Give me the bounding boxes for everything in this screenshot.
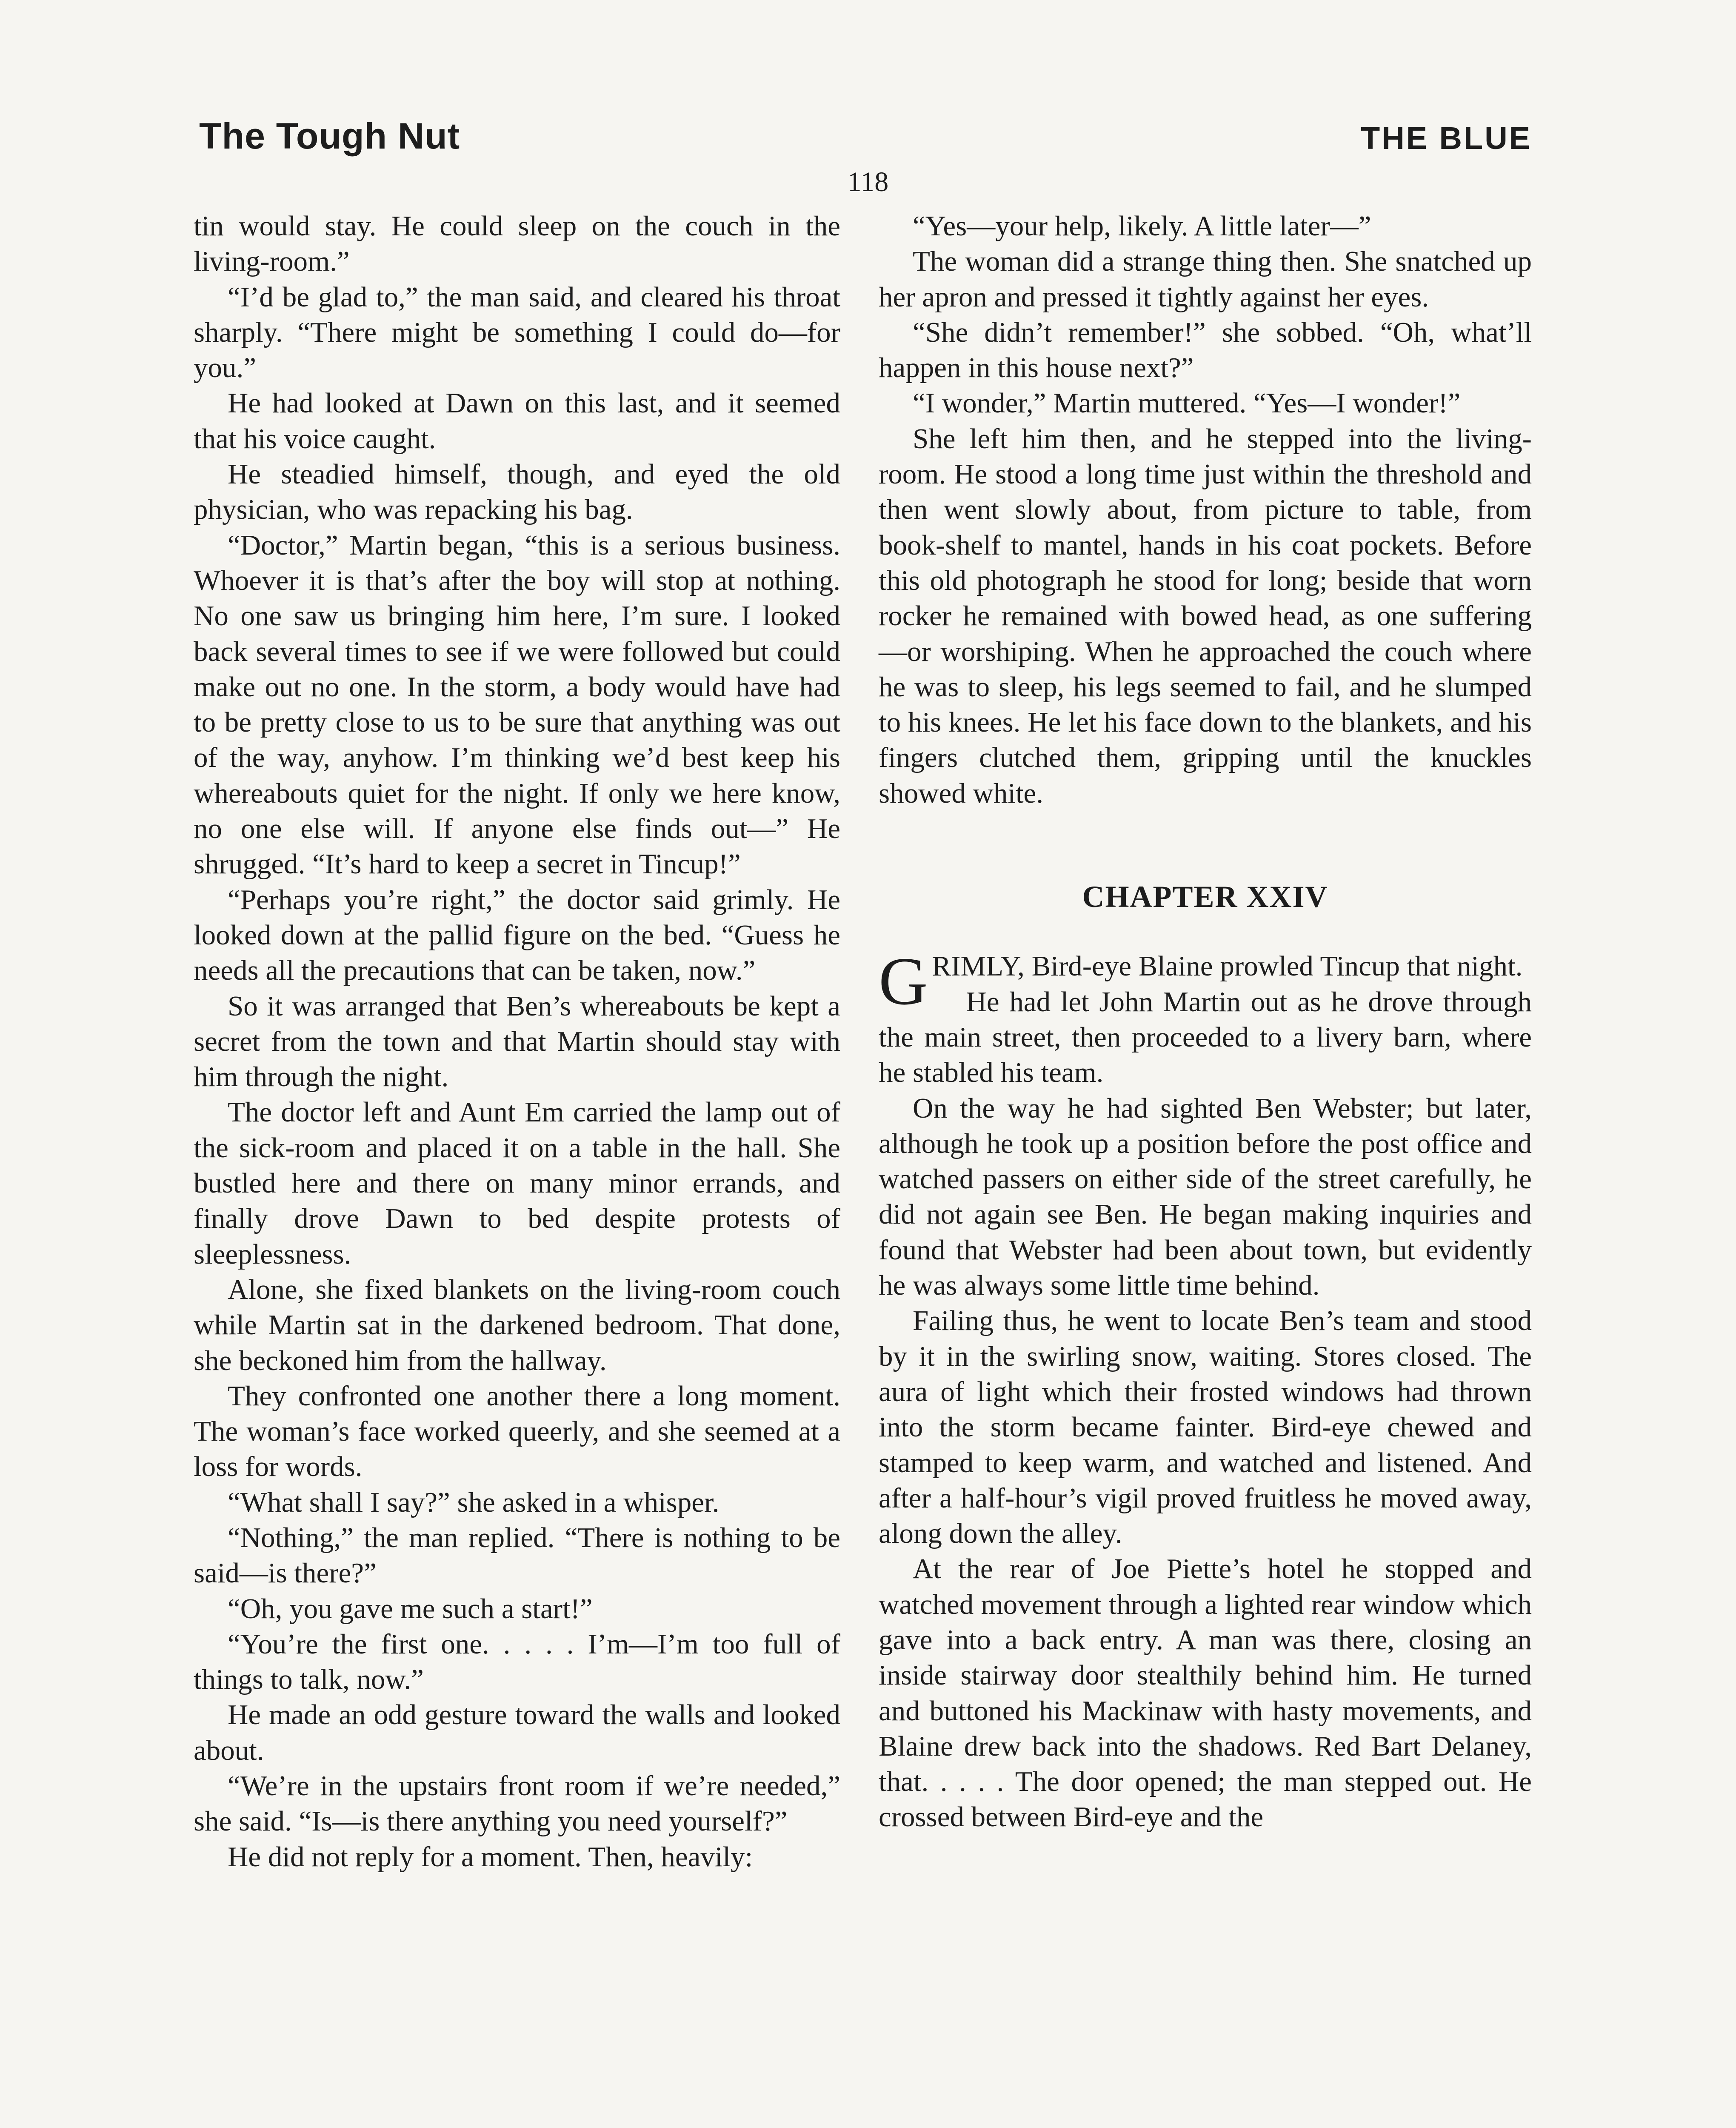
paragraph: At the rear of Joe Piette’s hotel he stopped and watched movement through a lighted rear window which gave into a back entry. A man was there, closing an inside stairway door stealthily behind him. He turned and buttoned his Mackinaw with hasty movements, and Blaine drew back into the shadows. Red Bart Delaney, that. . . . . The door opened; the man stepped out. He crossed between Bird-eye and the: [879, 1553, 1532, 1833]
paragraph: Failing thus, he went to locate Ben’s team and stood by it in the swirling snow, waiting. Stores closed. The aura of light which their frosted windows had thrown into the storm became fainter. Bird-eye chewed and stamped to keep warm, and watched and listened. And after a half-hour’s vigil proved fruitless he moved away, along down the alley.: [879, 1305, 1532, 1550]
paragraph: “You’re the first one. . . . . I’m—I’m too full of things to talk, now.”: [194, 1628, 840, 1696]
paragraph: “Oh, you gave me such a start!”: [228, 1593, 593, 1625]
paragraph: She left him then, and he stepped into the living-room. He stood a long time just within the threshold and then went slowly about, from picture to table, from book-shelf to mantel, hands in his coat pockets. Before this old photograph he stood for long; beside that worn rocker he remained with bowed head, as one suffering —or worshiping. When he approached the couch where he was to sleep, his legs seemed to fail, and he slumped to his knees. He let his face down to the blankets, and his fingers clutched them, gripping until the knuckles showed white.: [879, 423, 1532, 809]
drop-cap-letter: G: [879, 943, 928, 1019]
story-title-header: The Tough Nut: [199, 116, 460, 157]
page-number: 118: [847, 166, 889, 197]
paragraph: “I’d be glad to,” the man said, and cleared his throat sharply. “There might be something I could do—for you.”: [194, 281, 840, 384]
chapter-opening-text: RIMLY, Bird-eye Blaine prowled Tincup that night.: [932, 950, 1523, 982]
right-text-column: [879, 209, 1532, 1835]
left-text-column: [194, 209, 840, 1875]
paragraph: “Yes—your help, likely. A little later—”: [913, 210, 1371, 242]
paragraph: “Doctor,” Martin began, “this is a serious business. Whoever it is that’s after the boy will stop at nothing. No one saw us bringing him here, I’m sure. I looked back several times to see if we were followed but could make out no one. In the storm, a body would have had to be pretty close to us to be sure that anything was out of the way, anyhow. I’m thinking we’d best keep his whereabouts quiet for the night. If only we here know, no one else will. If anyone else finds out—” He shrugged. “It’s hard to keep a secret in Tincup!”: [194, 529, 840, 880]
paragraph: “We’re in the upstairs front room if we’re needed,” she said. “Is—is there anything you need yourself?”: [194, 1770, 840, 1837]
paragraph: He made an odd gesture toward the walls and looked about.: [194, 1699, 840, 1766]
paragraph: The woman did a strange thing then. She snatched up her apron and pressed it tightly against her eyes.: [879, 246, 1532, 313]
paragraph: He steadied himself, though, and eyed the old physician, who was repacking his bag.: [194, 458, 840, 526]
paragraph: So it was arranged that Ben’s whereabouts be kept a secret from the town and that Martin should stay with him through the night.: [194, 990, 840, 1093]
paragraph: He had looked at Dawn on this last, and it seemed that his voice caught.: [194, 387, 840, 455]
paragraph: The doctor left and Aunt Em carried the lamp out of the sick-room and placed it on a table in the hall. She bustled here and there on many minor errands, and finally drove Dawn to bed despite protests of sleeplessness.: [194, 1096, 840, 1270]
paragraph: They confronted one another there a long moment. The woman’s face worked queerly, and she seemed at a loss for words.: [194, 1380, 840, 1483]
paragraph: “Nothing,” the man replied. “There is nothing to be said—is there?”: [194, 1522, 840, 1589]
paragraph: Alone, she fixed blankets on the living-room couch while Martin sat in the darkened bedroom. That done, she beckoned him from the hallway.: [194, 1273, 840, 1376]
paragraph: On the way he had sighted Ben Webster; but later, although he took up a position before the post office and watched passers on either side of the street carefully, he did not again see Ben. He began making inquiries and found that Webster had been about town, but evidently he was always some little time behind.: [879, 1092, 1532, 1301]
paragraph: tin would stay. He could sleep on the couch in the living-room.”: [194, 210, 840, 277]
magazine-name-header: THE BLUE: [1361, 120, 1532, 156]
chapter-heading: CHAPTER XXIV: [1082, 880, 1328, 914]
paragraph: “She didn’t remember!” she sobbed. “Oh, what’ll happen in this house next?”: [879, 316, 1532, 384]
paragraph: “Perhaps you’re right,” the doctor said grimly. He looked down at the pallid figure on the bed. “Guess he needs all the precautions that can be taken, now.”: [194, 884, 840, 987]
paragraph: “What shall I say?” she asked in a whisper.: [228, 1486, 720, 1518]
paragraph: He had let John Martin out as he drove through the main street, then proceeded to a livery barn, where he stabled his team.: [879, 986, 1532, 1089]
paragraph: He did not reply for a moment. Then, heavily:: [228, 1841, 753, 1873]
chapter-opening-paragraph: [879, 943, 1532, 1019]
paragraph: “I wonder,” Martin muttered. “Yes—I wonder!”: [913, 387, 1461, 419]
